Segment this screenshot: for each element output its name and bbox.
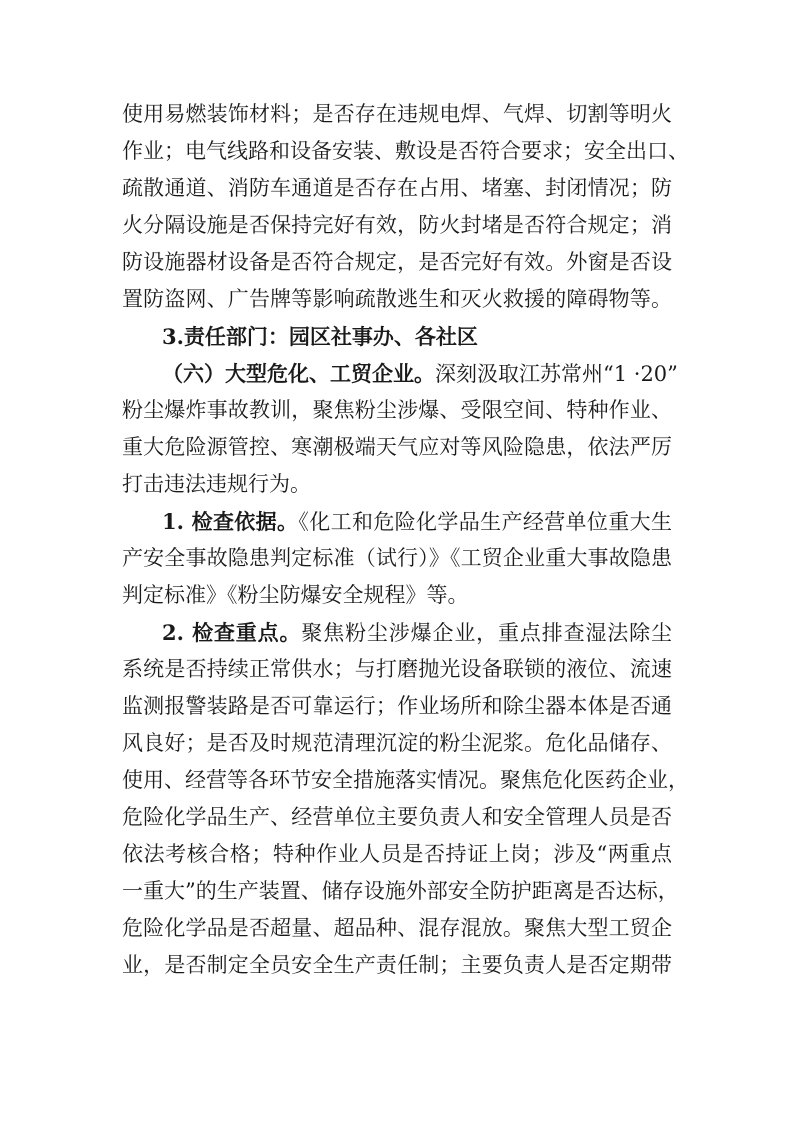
- paragraph-line: 风良好；是否及时规范清理沉淀的粉尘泥浆。危化品储存、: [122, 731, 672, 755]
- paragraph-line: 防设施器材设备是否符合规定，是否完好有效。外窗是否设: [122, 250, 672, 274]
- paragraph-line: 危险化学品是否超量、超品种、混存混放。聚焦大型工贸企: [122, 916, 672, 940]
- section-six-heading: （六）大型危化、工贸企业。: [162, 361, 435, 386]
- focus-intro: 聚焦粉尘涉爆企业，重点排查湿法除尘: [301, 621, 673, 645]
- focus-first-line: [122, 614, 672, 651]
- paragraph-line: 疏散通道、消防车通道是否存在占用、堵塞、封闭情况；防: [122, 176, 672, 200]
- paragraph-line: 产安全事故隐患判定标准（试行）》《工贸企业重大事故隐患: [122, 546, 672, 570]
- section-six-first-line: [122, 355, 678, 392]
- paragraph-line: 打击违法违规行为。: [122, 472, 311, 496]
- basis-first-line: [122, 503, 672, 540]
- paragraph-line: 置防盗网、广告牌等影响疏散逃生和灭火救援的障碍物等。: [122, 287, 672, 311]
- focus-heading: 2. 检查重点。: [162, 620, 302, 645]
- paragraph-line: 重大危险源管控、寒潮极端天气应对等风险隐患，依法严厉: [122, 435, 672, 459]
- paragraph-line: 危险化学品生产、经营单位主要负责人和安全管理人员是否: [122, 805, 672, 829]
- basis-heading: 1. 检查依据。: [162, 509, 299, 534]
- paragraph-line: 业，是否制定全员安全生产责任制；主要负责人是否定期带: [122, 953, 672, 977]
- paragraph-line: 一重大”的生产装置、储存设施外部安全防护距离是否达标，: [122, 879, 679, 903]
- paragraph-line: 依法考核合格；特种作业人员是否持证上岗；涉及“两重点: [122, 842, 672, 866]
- basis-intro: 《化工和危险化学品生产经营单位重大生: [298, 510, 672, 534]
- body-text: [122, 96, 689, 984]
- paragraph-line: 系统是否持续正常供水；与打磨抛光设备联锁的液位、流速: [122, 657, 672, 681]
- paragraph-line: 判定标准》《粉尘防爆安全规程》等。: [122, 583, 469, 607]
- paragraph-line: 使用、经营等各环节安全措施落实情况。聚焦危化医药企业，: [122, 768, 689, 792]
- paragraph-line: 粉尘爆炸事故教训，聚焦粉尘涉爆、受限空间、特种作业、: [122, 398, 672, 422]
- paragraph-line: 监测报警装路是否可靠运行；作业场所和除尘器本体是否通: [122, 694, 672, 718]
- paragraph-line: 火分隔设施是否保持完好有效，防火封堵是否符合规定；消: [122, 213, 672, 237]
- responsibility-heading: 3.责任部门：园区社事办、各社区: [162, 324, 478, 349]
- section-six-intro: 深刻汲取江苏常州“1 ·20”: [435, 362, 678, 386]
- paragraph-line: 使用易燃装饰材料；是否存在违规电焊、气焊、切割等明火: [122, 102, 672, 126]
- paragraph-line: 作业；电气线路和设备安装、敷设是否符合要求；安全出口、: [122, 139, 689, 163]
